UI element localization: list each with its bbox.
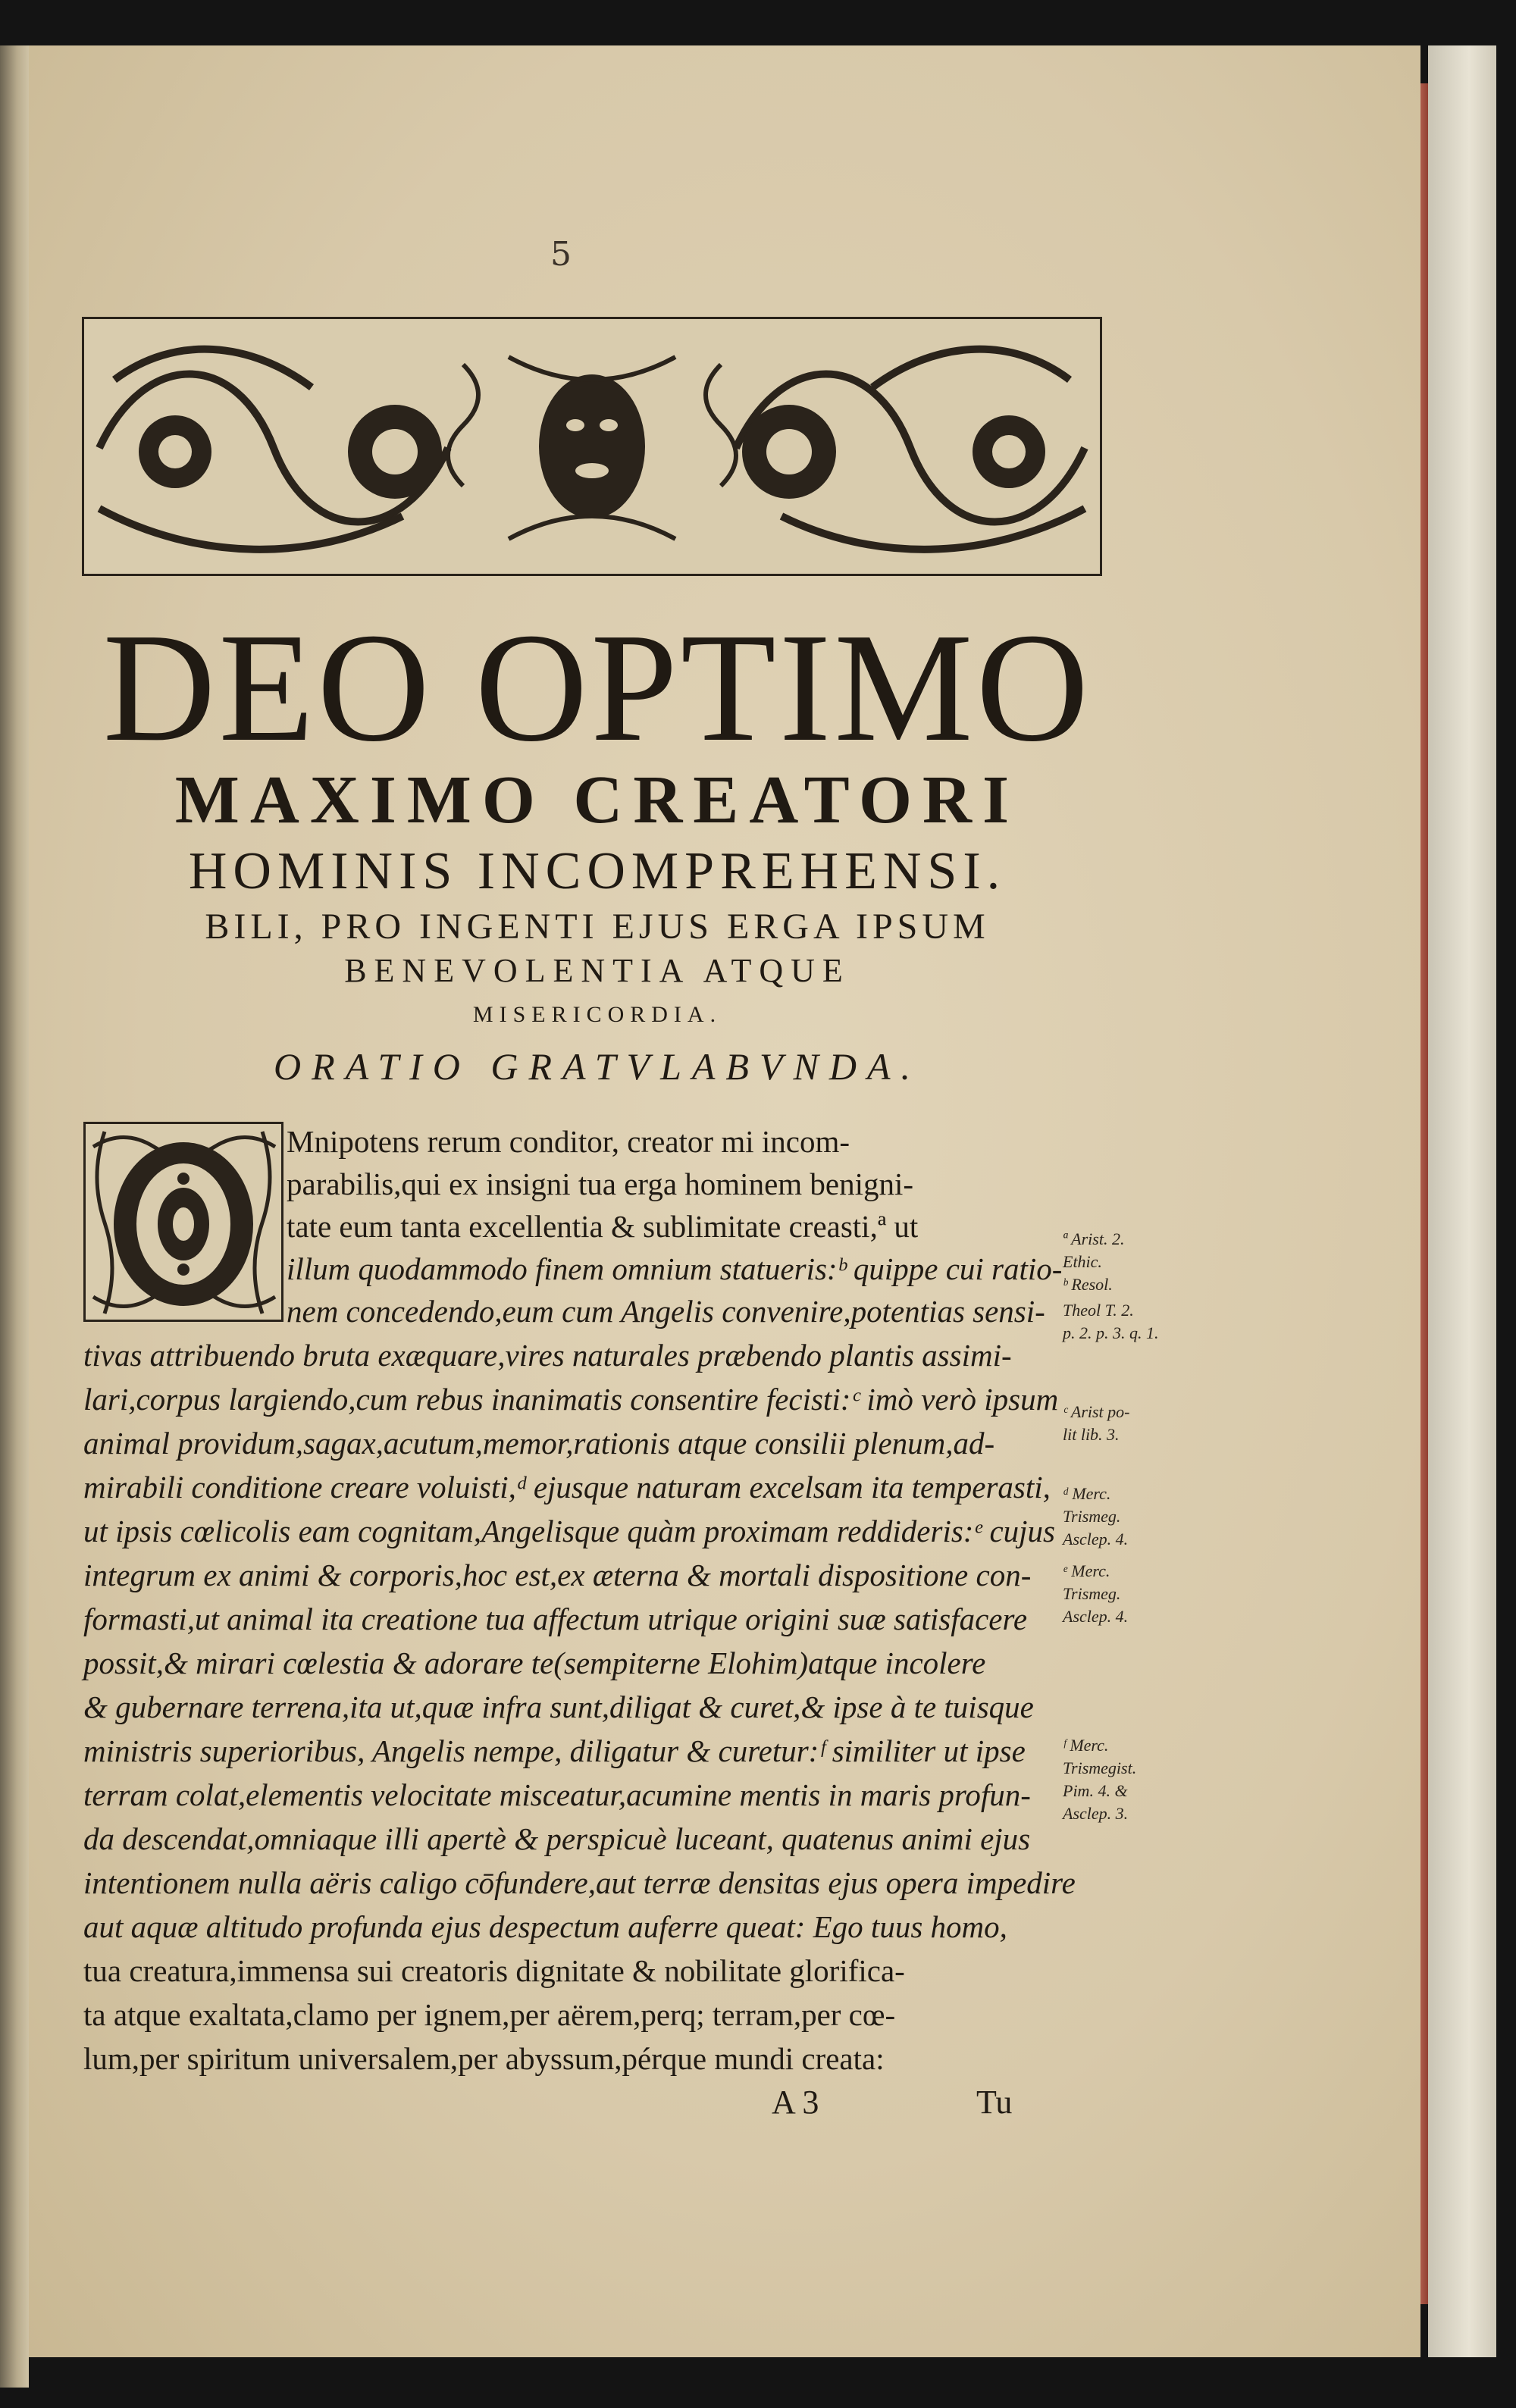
margin-note: Trismegist. xyxy=(1063,1758,1137,1777)
body-line-14: & gubernare terrena,ita ut,quæ infra sunt,diligat & curet,& ipse à te tuisque xyxy=(83,1689,1034,1724)
page-number: 5 xyxy=(550,235,572,274)
body-line-11: integrum ex animi & corporis,hoc est,ex æterna & mortali dispositione con- xyxy=(83,1558,1032,1592)
body-line-4: illum quodammodo finem omnium statueris:ᵇ quippe cui ratio- xyxy=(287,1251,1063,1286)
margin-note: ᶜ Arist po- xyxy=(1063,1402,1130,1421)
body-line-6: tivas attribuendo bruta exæquare,vires naturales præbendo plantis assimi- xyxy=(83,1338,1012,1373)
body-line-17: da descendat,omniaque illi apertè & perspicuè luceant, quatenus animi ejus xyxy=(83,1821,1031,1856)
title-benevolentia: BENEVOLENTIA ATQUE xyxy=(344,952,850,989)
body-line-20: tua creatura,immensa sui creatoris dignitate & nobilitate glorifica- xyxy=(83,1953,905,1988)
signature-mark: A 3 xyxy=(772,2084,819,2121)
body-line-19: aut aquæ altitudo profunda ejus despectum auferre queat: Ego tuus homo, xyxy=(83,1909,1007,1944)
title-deo-optimo: DEO OPTIMO xyxy=(102,600,1092,774)
margin-note: Trismeg. xyxy=(1063,1507,1121,1526)
oration-heading: ORATIO GRATVLABVNDA. xyxy=(273,1045,922,1088)
margin-note: lit lib. 3. xyxy=(1063,1425,1120,1444)
margin-note: p. 2. p. 3. q. 1. xyxy=(1063,1323,1159,1342)
margin-note: Asclep. 3. xyxy=(1063,1804,1129,1823)
body-line-16: terram colat,elementis velocitate misceatur,acumine mentis in maris profun- xyxy=(83,1777,1031,1812)
body-line-2: parabilis,qui ex insigni tua erga hominem benigni- xyxy=(287,1166,914,1201)
body-line-9: mirabili conditione creare voluisti,ᵈ ejusque naturam excelsam ita temperasti, xyxy=(83,1470,1051,1505)
body-line-3: tate eum tanta excellentia & sublimitate creasti,ª ut xyxy=(287,1209,919,1244)
book-page xyxy=(29,45,1420,2357)
body-line-15: ministris superioribus, Angelis nempe, diligatur & curetur:ᶠ similiter ut ipse xyxy=(83,1733,1026,1768)
margin-note: ª Arist. 2. xyxy=(1063,1229,1125,1248)
body-line-12: formasti,ut animal ita creatione tua affectum utrique origini suæ satisfacere xyxy=(83,1602,1028,1636)
title-maximo-creatori: MAXIMO CREATORI xyxy=(174,762,1020,838)
body-line-13: possit,& mirari cœlestia & adorare te(sempiterne Elohim)atque incolere xyxy=(83,1646,986,1680)
previous-page-edge xyxy=(0,45,29,2388)
catchword: Tu xyxy=(976,2084,1013,2121)
title-bili: BILI, PRO INGENTI EJUS ERGA IPSUM xyxy=(205,907,990,947)
margin-note: ᵉ Merc. xyxy=(1063,1561,1110,1580)
body-line-7: lari,corpus largiendo,cum rebus inanimatis consentire fecisti:ᶜ imò verò ipsum xyxy=(83,1382,1059,1417)
margin-note: Theol T. 2. xyxy=(1063,1301,1134,1320)
margin-note: Asclep. 4. xyxy=(1063,1530,1129,1548)
title-misericordia: MISERICORDIA. xyxy=(472,1002,722,1027)
margin-note: Asclep. 4. xyxy=(1063,1607,1129,1626)
body-line-5: nem concedendo,eum cum Angelis convenire,potentias sensi- xyxy=(287,1294,1045,1329)
body-line-8: animal providum,sagax,acutum,memor,rationis atque consilii plenum,ad- xyxy=(83,1426,995,1461)
margin-note: ᶠ Merc. xyxy=(1063,1736,1109,1755)
margin-note: ᵇ Resol. xyxy=(1063,1275,1113,1294)
decorated-initial-o xyxy=(83,1122,283,1322)
margin-note: ᵈ Merc. xyxy=(1063,1484,1111,1503)
ornamental-headpiece xyxy=(82,317,1102,576)
book-cover-board xyxy=(1428,45,1496,2357)
body-line-21: ta atque exaltata,clamo per ignem,per aërem,perq; terram,per cœ- xyxy=(83,1997,896,2032)
body-line-1: Mnipotens rerum conditor, creator mi incom- xyxy=(287,1124,850,1159)
margin-note: Ethic. xyxy=(1063,1252,1102,1271)
body-line-18: intentionem nulla aëris caligo cōfundere,aut terræ densitas ejus opera impedire xyxy=(83,1865,1076,1900)
body-line-10: ut ipsis cœlicolis eam cognitam,Angelisque quàm proximam reddideris:ᵉ cujus xyxy=(83,1514,1055,1548)
margin-note: Trismeg. xyxy=(1063,1584,1121,1603)
body-line-22: lum,per spiritum universalem,per abyssum,pérque mundi creata: xyxy=(83,2041,885,2076)
margin-note: Pim. 4. & xyxy=(1063,1781,1128,1800)
title-hominis: HOMINIS INCOMPREHENSI. xyxy=(188,842,1007,900)
